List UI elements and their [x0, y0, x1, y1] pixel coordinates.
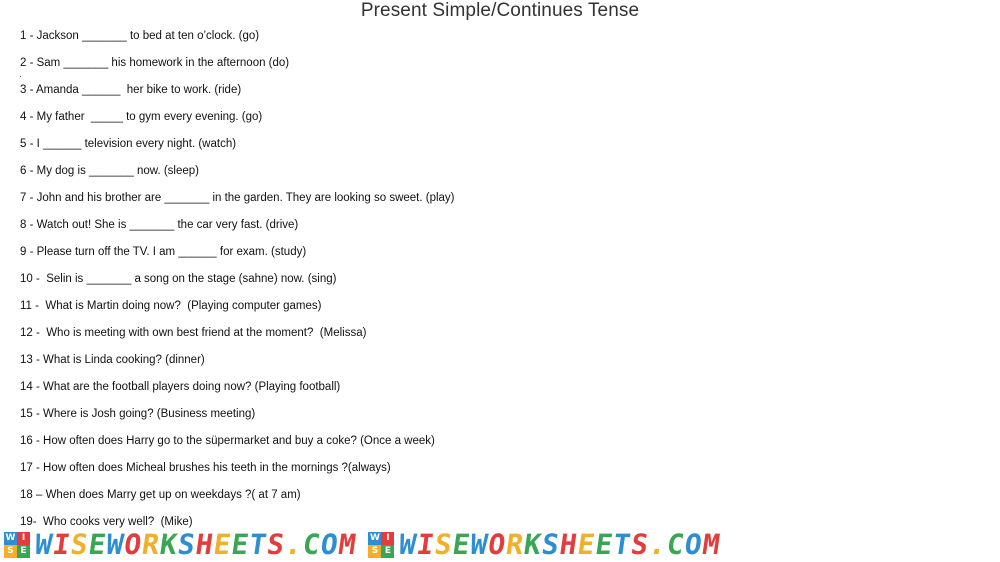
- question-2: 2 - Sam _______ his homework in the afternoon (do): [20, 57, 290, 69]
- watermark-text: WISEWORKSHEETS.COM: [32, 528, 359, 561]
- watermark-text: WISEWORKSHEETS.COM: [397, 528, 724, 561]
- stray-dot: .: [19, 69, 22, 80]
- logo-cube-w: W: [5, 533, 16, 543]
- logo-cube-s: S: [368, 545, 381, 558]
- logo-cube-icon: [368, 532, 394, 558]
- question-18: 18 – When does Marry get up on weekdays ?( at 7 am): [20, 489, 301, 501]
- question-13: 13 - What is Linda cooking? (dinner): [20, 354, 205, 366]
- question-16: 16 - How often does Harry go to the süpermarket and buy a coke? (Once a week): [20, 435, 435, 447]
- question-4: 4 - My father _____ to gym every evening. (go): [20, 111, 263, 123]
- logo-cube-e: E: [381, 545, 394, 558]
- logo-cube-i: I: [381, 532, 394, 545]
- logo-cube-s: S: [4, 545, 17, 558]
- question-19: 19- Who cooks very well? (Mike): [20, 516, 193, 528]
- question-1: 1 - Jackson _______ to bed at ten o’clock. (go): [20, 30, 260, 42]
- question-6: 6 - My dog is _______ now. (sleep): [20, 165, 199, 177]
- question-15: 15 - Where is Josh going? (Business meeting): [20, 408, 256, 420]
- watermark-banner: [0, 528, 1000, 562]
- question-12: 12 - Who is meeting with own best friend at the moment? (Melissa): [20, 327, 367, 339]
- logo-cube-e: E: [17, 545, 30, 558]
- watermark-logo: [368, 528, 724, 561]
- question-8: 8 - Watch out! She is _______ the car very fast. (drive): [20, 219, 299, 231]
- worksheet-title: Present Simple/Continues Tense: [360, 0, 640, 21]
- question-5: 5 - I ______ television every night. (watch): [20, 138, 237, 150]
- logo-cube-i: I: [17, 532, 30, 545]
- question-3: 3 - Amanda ______ her bike to work. (ride): [20, 84, 242, 96]
- question-10: 10 - Selin is _______ a song on the stage (sahne) now. (sing): [20, 273, 337, 285]
- logo-cube-w: W: [370, 533, 380, 543]
- question-11: 11 - What is Martin doing now? (Playing computer games): [20, 300, 322, 312]
- question-7: 7 - John and his brother are _______ in the garden. They are looking so sweet. (play): [20, 192, 455, 204]
- question-14: 14 - What are the football players doing now? (Playing football): [20, 381, 341, 393]
- question-17: 17 - How often does Micheal brushes his teeth in the mornings ?(always): [20, 462, 391, 474]
- question-9: 9 - Please turn off the TV. I am ______ for exam. (study): [20, 246, 307, 258]
- watermark-logo: [4, 528, 359, 561]
- logo-cube-icon: [4, 532, 30, 558]
